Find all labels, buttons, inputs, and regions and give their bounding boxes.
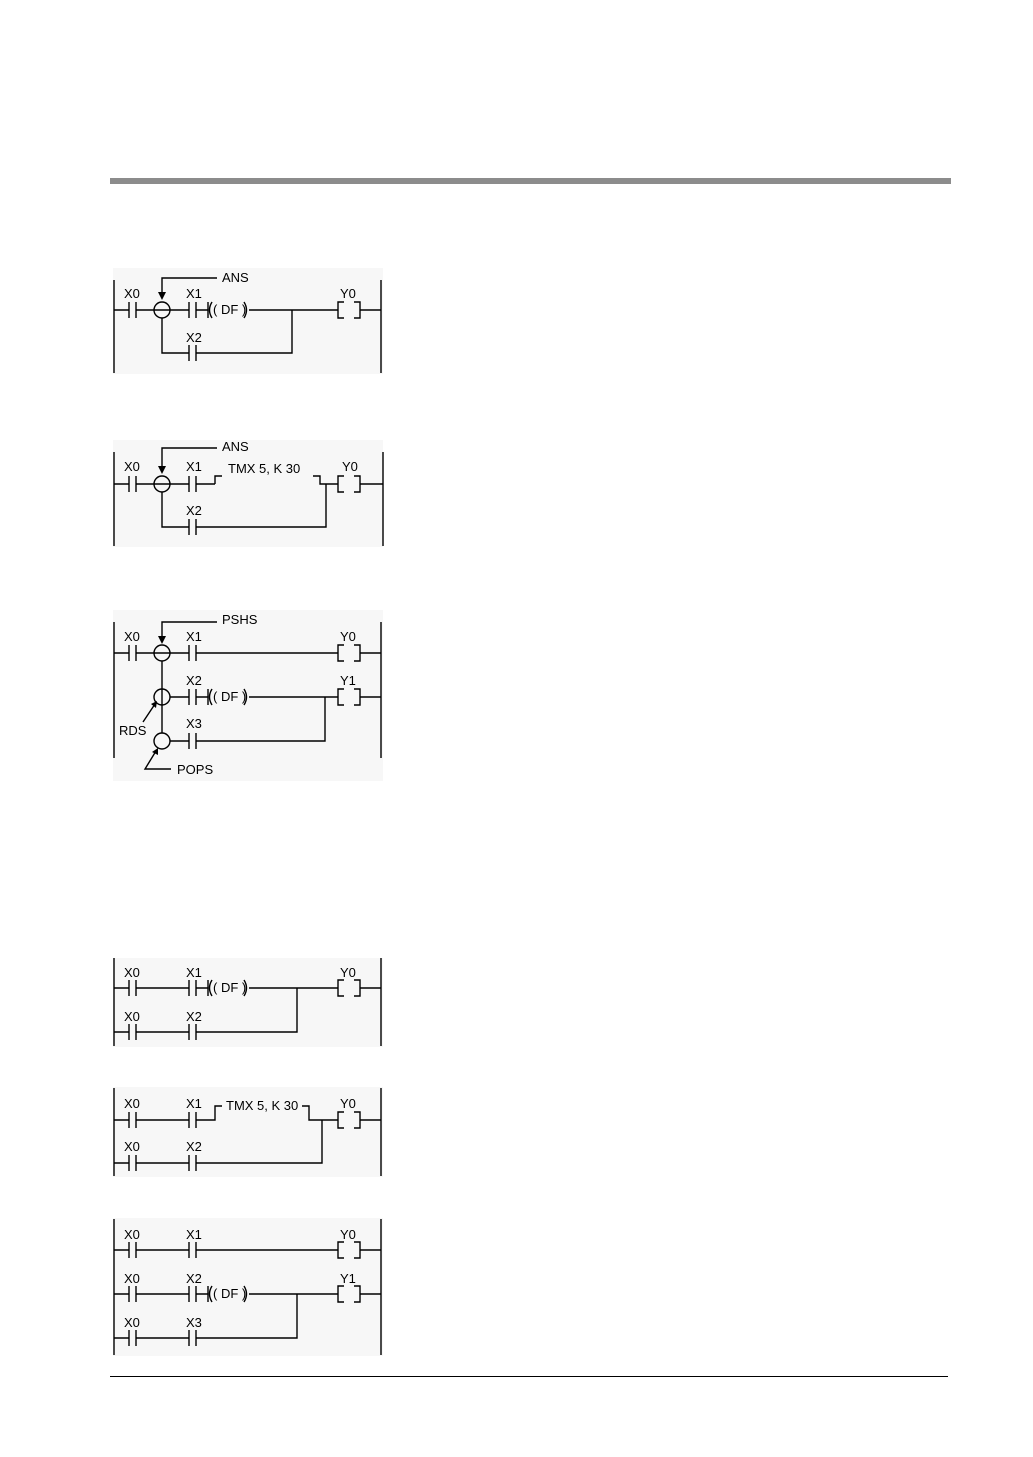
coil-label-y0: Y0 [340,629,356,644]
footer-rule [110,1376,948,1377]
df-label: ( DF ) [213,1286,247,1301]
contact-label-x2: X2 [186,503,202,518]
coil-label-y0: Y0 [340,286,356,301]
contact-label-x1: X1 [186,1227,202,1242]
contact-label-x2: X2 [186,330,202,345]
contact-label-x1: X1 [186,1096,202,1111]
contact-label-x1: X1 [186,629,202,644]
annotation-pops: POPS [177,762,214,777]
df-label: ( DF ) [213,689,247,704]
tmx-label: TMX 5, K 30 [228,461,301,476]
contact-label-x3: X3 [186,716,202,731]
df-label: ( DF ) [213,980,247,995]
contact-label-x1: X1 [186,286,202,301]
annotation-rds: RDS [119,723,147,738]
contact-label-x0: X0 [124,1315,140,1330]
coil-label-y1: Y1 [340,673,356,688]
annotation-pshs: PSHS [222,612,258,627]
coil-label-y0: Y0 [340,1096,356,1111]
coil-label-y0: Y0 [342,459,358,474]
contact-label-x1: X1 [186,965,202,980]
tmx-label: TMX 5, K 30 [226,1098,299,1113]
annotation-label: ANS [222,270,249,285]
contact-label-x0: X0 [124,1271,140,1286]
contact-label-x2: X2 [186,1009,202,1024]
coil-label-y1: Y1 [340,1271,356,1286]
contact-label-x2: X2 [186,1271,202,1286]
contact-label-x0: X0 [124,459,140,474]
contact-label-x3: X3 [186,1315,202,1330]
contact-label-x0: X0 [124,1227,140,1242]
contact-label-x0: X0 [124,965,140,980]
contact-label-x2: X2 [186,673,202,688]
annotation-label: ANS [222,439,249,454]
contact-label-x0: X0 [124,1139,140,1154]
coil-label-y0: Y0 [340,1227,356,1242]
contact-label-x0: X0 [124,629,140,644]
contact-label-x2: X2 [186,1139,202,1154]
df-label: ( DF ) [213,302,247,317]
contact-label-x0: X0 [124,286,140,301]
contact-label-x1: X1 [186,459,202,474]
contact-label-x0: X0 [124,1096,140,1111]
coil-label-y0: Y0 [340,965,356,980]
contact-label-x0: X0 [124,1009,140,1024]
